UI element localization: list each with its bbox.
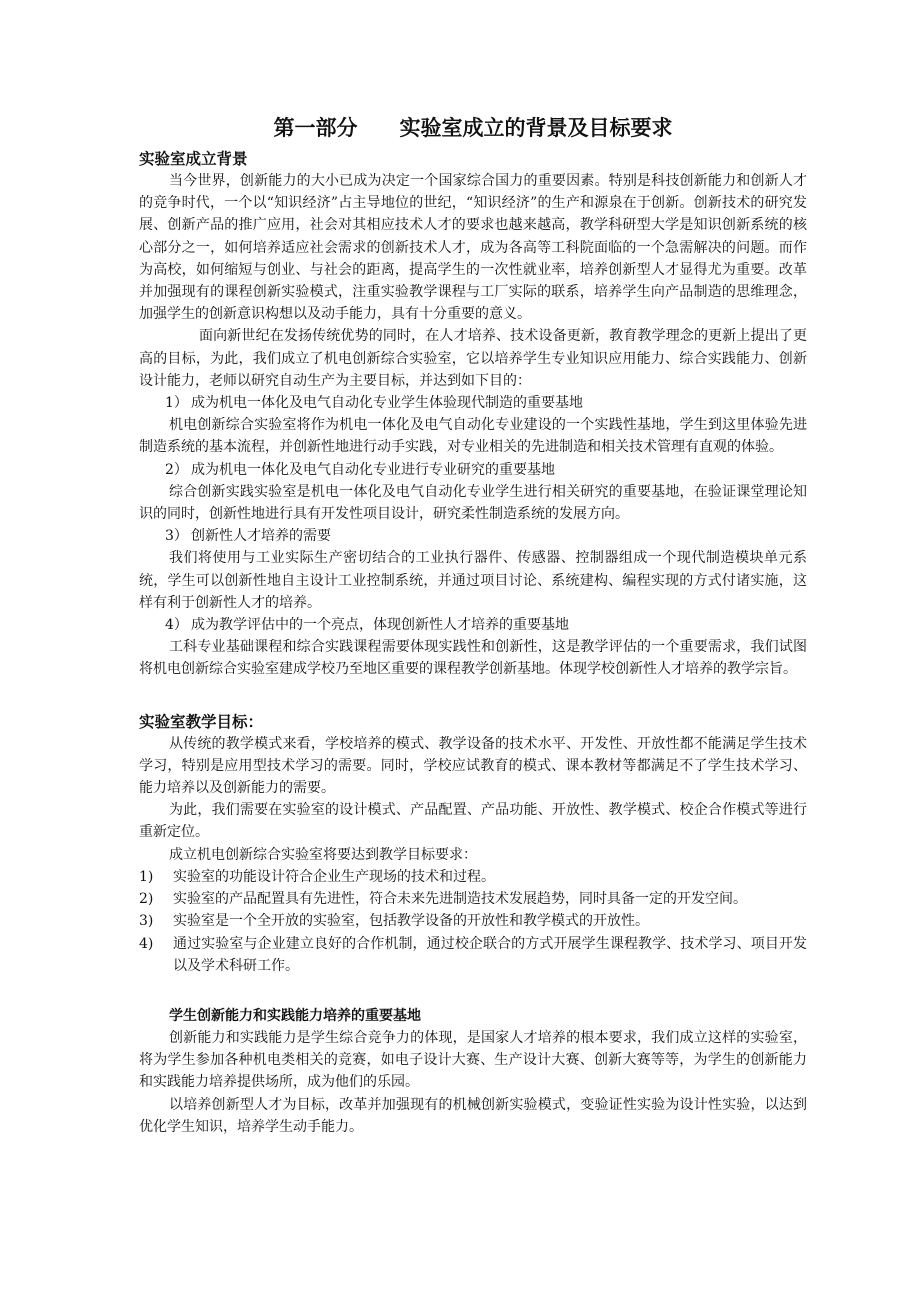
section-heading-background: 实验室成立背景	[139, 150, 248, 168]
list-item: 2) 实验室的产品配置具有先进性，符合未来先进制造技术发展趋势，同时具备一定的开发空间。	[139, 891, 747, 908]
numbered-list	[139, 866, 807, 977]
paragraph: 从传统的教学模式来看，学校培养的模式、教学设备的技术水平、开发性、开放性都不能满足学生技术学习，特别是应用型技术学习的需要。同时，学校应试教育的模式、课本教材等都满足不了学生技术学习、能力培养以及创新能力的需要。	[139, 735, 807, 797]
paragraph: 机电创新综合实验室将作为机电一体化及电气自动化专业建设的一个实践性基地，学生到这里体验先进制造系统的基本流程，并创新性地进行动手实践，对专业相关的先进制造和相关技术管理有直观的体验。	[139, 417, 807, 456]
numbered-goal-title: 1） 成为机电一体化及电气自动化专业学生体验现代制造的重要基地	[165, 395, 583, 412]
list-item: 3) 实验室是一个全开放的实验室，包括教学设备的开放性和教学模式的开放性。	[139, 913, 649, 930]
numbered-goal-title: 2） 成为机电一体化及电气自动化专业进行专业研究的重要基地	[165, 461, 555, 478]
paragraph: 综合创新实践实验室是机电一体化及电气自动化专业学生进行相关研究的重要基地，在验证课堂理论知识的同时，创新性地进行具有开发性项目设计，研究柔性制造系统的发展方向。	[139, 483, 807, 523]
paragraph: 当今世界，创新能力的大小已成为决定一个国家综合国力的重要因素。特别是科技创新能力和创新人才的竞争时代，一个以“知识经济”占主导地位的世纪，“知识经济”的生产和源泉在于创新。创新技术的研究发展、创新产品的推广应用，社会对其相应技术人才的要求也越来越高，教学科研型大学是知识创新系统的核心部分之一，如何培养适应社会需求的创新技术人才，成为各高等工科院面临的一个急需解决的问题。而作为高校，如何缩短与创业、与社会的距离，提高学生的一次性就业率，培养创新型人才显得尤为重要。改革并加强现有的课程创新实验模式，注重实验教学课程与工厂实际的联系，培养学生向产品制造的思维理念，加强学生的创新意识构想以及动手能力，具有十分重要的意义。	[139, 173, 807, 323]
document-page	[139, 112, 807, 1138]
list-item: 4) 通过实验室与企业建立良好的合作机制，通过校企联合的方式开展学生课程教学、技术学习、项目开发以及学术科研工作。	[139, 935, 807, 974]
numbered-goal-title: 3） 创新性人才培养的需要	[165, 528, 331, 545]
numbered-goal-title: 4） 成为教学评估中的一个亮点，体现创新性人才培养的重要基地	[165, 617, 569, 634]
paragraph: 我们将使用与工业实际生产密切结合的工业执行器件、传感器、控制器组成一个现代制造模块单元系统，学生可以创新性地自主设计工业控制系统，并通过项目讨论、系统建构、编程实现的方式付诸实施，这样有利于创新性人才的培养。	[139, 550, 807, 611]
paragraph: 为此，我们需要在实验室的设计模式、产品配置、产品功能、开放性、教学模式、校企合作模式等进行重新定位。	[139, 802, 807, 841]
paragraph: 工科专业基础课程和综合实践课程需要体现实践性和创新性，这是教学评估的一个重要需求，我们试图将机电创新综合实验室建成学校乃至地区重要的课程教学创新基地。体现学校创新性人才培养的教学宗旨。	[139, 639, 807, 678]
paragraph: 以培养创新型人才为目标，改革并加强现有的机械创新实验模式，变验证性实验为设计性实验，以达到优化学生知识，培养学生动手能力。	[139, 1096, 807, 1135]
paragraph: 面向新世纪在发扬传统优势的同时，在人才培养、技术设备更新，教育教学理念的更新上提出了更高的目标，为此，我们成立了机电创新综合实验室，它以培养学生专业知识应用能力、综合实践能力、创新设计能力，老师以研究自动生产为主要目标，并达到如下目的：	[139, 328, 807, 389]
paragraph: 成立机电创新综合实验室将要达到教学目标要求：	[169, 846, 477, 863]
section-heading-innovation-base: 学生创新能力和实践能力培养的重要基地	[169, 1007, 421, 1024]
section-heading-teaching-goals: 实验室教学目标：	[139, 712, 264, 731]
list-item: 1) 实验室的功能设计符合企业生产现场的技术和过程。	[139, 868, 495, 885]
page-title: 第一部分 实验室成立的背景及目标要求	[273, 116, 673, 140]
paragraph: 创新能力和实践能力是学生综合竞争力的体现，是国家人才培养的根本要求，我们成立这样的实验室，将为学生参加各种机电类相关的竞赛，如电子设计大赛、生产设计大赛、创新大赛等等，为学生的创新能力和实践能力培养提供场所，成为他们的乐园。	[139, 1029, 807, 1091]
